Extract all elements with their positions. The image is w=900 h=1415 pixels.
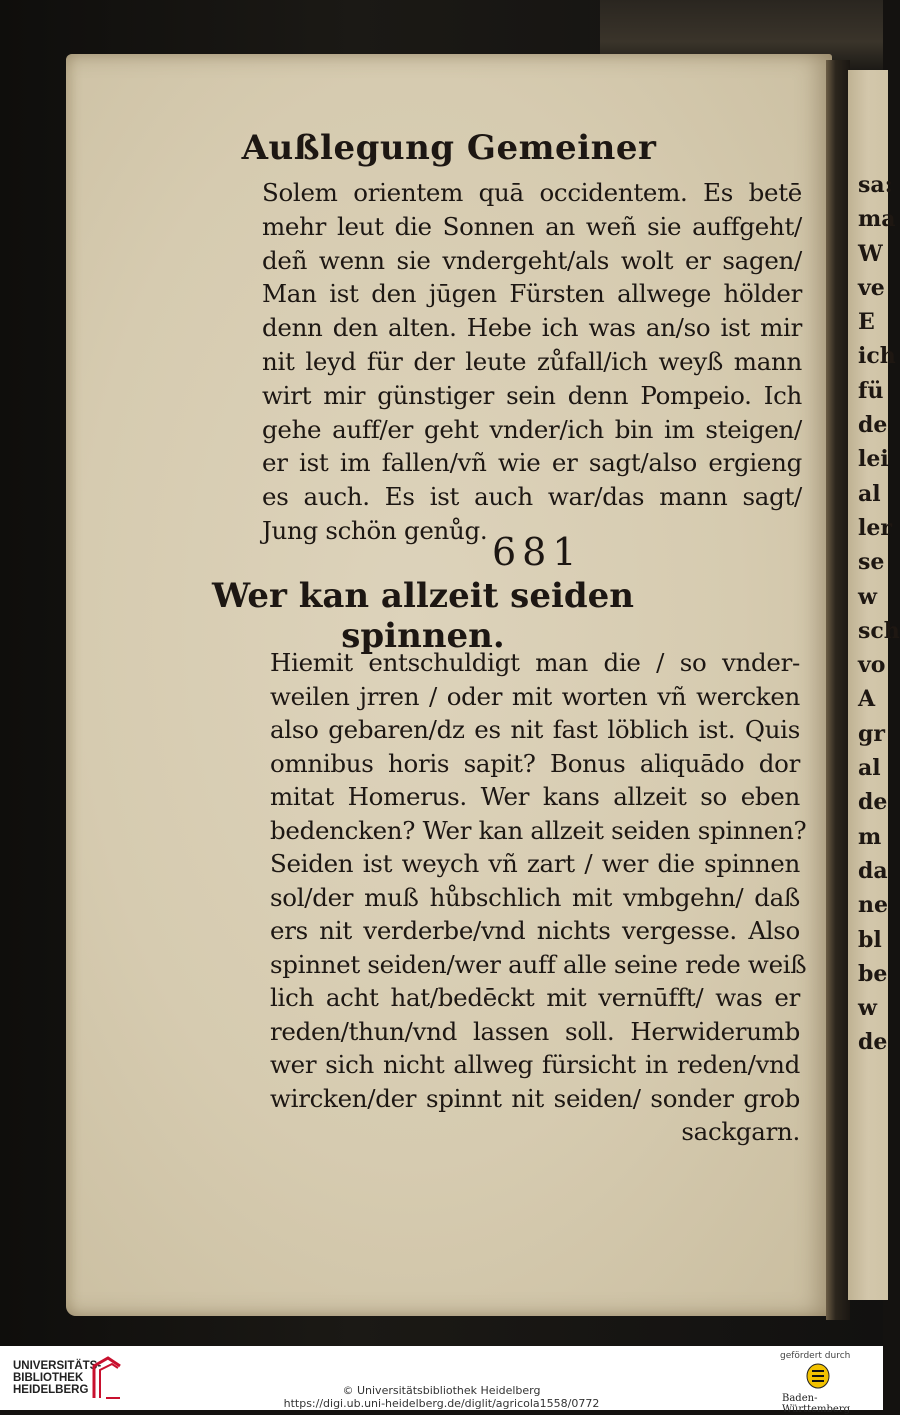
text-line: sol/der muß hůbschlich mit vmbgehn/ daß: [270, 882, 800, 912]
facing-page-fragment: W: [858, 240, 883, 267]
viewer-footer: [0, 1346, 883, 1415]
text-line: sackgarn.: [681, 1117, 800, 1146]
text-line: Hiemit entschuldigt man die / so vnder-: [270, 648, 800, 677]
text-line: wirt mir günstiger sein denn Pompeio. Ich: [262, 380, 802, 410]
text-line: Solem orientem quā occidentem. Es betē: [262, 178, 802, 207]
facing-page-fragment: vo: [858, 652, 886, 679]
facing-page-fragment: E: [858, 309, 875, 336]
facing-page-fragment: ma: [858, 206, 896, 233]
facing-page-fragment: bl: [858, 926, 882, 953]
baden-wuerttemberg-crest-icon[interactable]: [806, 1363, 830, 1389]
facing-page-fragment: de: [858, 412, 888, 439]
copyright-notice: © Universitätsbibliothek Heidelberg: [342, 1384, 541, 1397]
facing-page-fragment: lei: [858, 446, 889, 473]
facing-page-fragment: gr: [858, 720, 885, 747]
section1-text: [262, 176, 802, 548]
text-line: gehe auff/er geht vnder/ich bin im steigen/: [262, 414, 802, 444]
text-line: ers nit verderbe/vnd nichts vergesse. Also: [270, 916, 800, 945]
permalink[interactable]: https://digi.ub.uni-heidelberg.de/diglit/agricola1558/0772: [283, 1397, 600, 1410]
facing-page-fragment: ve: [858, 274, 885, 301]
running-head: Außlegung Gemeiner: [241, 128, 657, 168]
text-line: er ist im fallen/vñ wie er sagt/also ergieng: [262, 448, 802, 478]
text-line: reden/thun/vnd lassen soll. Herwiderumb: [270, 1016, 800, 1046]
facing-page-fragments: [848, 70, 900, 1060]
text-line: wer sich nicht allweg fürsicht in reden/vnd: [270, 1050, 800, 1079]
text-line: mehr leut die Sonnen an weñ sie auffgeht/: [262, 211, 802, 241]
funded-by-label: gefördert durch: [780, 1351, 851, 1361]
facing-page-fragment: al: [858, 480, 881, 507]
text-line: nit leyd für der leute zůfall/ich weyß mann: [262, 346, 802, 376]
proverb-title-line2: spinnen.: [341, 616, 505, 656]
facing-page-fragment: ich: [858, 343, 896, 370]
text-line: lich acht hat/bedēckt mit vernūfft/ was er: [270, 983, 800, 1012]
text-line: omnibus horis sapit? Bonus aliquādo dor: [270, 748, 800, 778]
facing-page-fragment: de: [858, 789, 888, 816]
library-name-line2: BIBLIOTHEK: [13, 1372, 84, 1384]
funder-name: Baden-Württemberg: [782, 1393, 851, 1415]
text-line: denn den alten. Hebe ich was an/so ist mir: [262, 313, 802, 343]
proverb-title-line1: Wer kan allzeit seiden: [211, 576, 634, 616]
facing-page-fragment: be: [858, 960, 888, 987]
text-line: weilen jrren / oder mit worten vñ wercken: [270, 681, 800, 711]
facing-page-edge: [848, 70, 900, 1300]
library-name-line1: UNIVERSITÄTS-: [13, 1360, 102, 1372]
facing-page-fragment: w: [858, 583, 877, 610]
facing-page-fragment: w: [858, 995, 877, 1022]
facing-page-fragment: A: [858, 686, 876, 713]
text-line: mitat Homerus. Wer kans allzeit so eben: [270, 782, 800, 811]
facing-page-fragment: al: [858, 755, 881, 782]
facing-page-fragment: m: [858, 823, 882, 850]
text-line: spinnet seiden/wer auff alle seine rede weiß: [270, 949, 807, 979]
library-name-line3: HEIDELBERG: [13, 1384, 89, 1396]
facing-page-fragment: ler: [858, 514, 892, 541]
text-line: bedencken? Wer kan allzeit seiden spinnen?: [270, 815, 807, 845]
text-line: also gebaren/dz es nit fast löblich ist. Quis: [270, 715, 800, 744]
book-gutter: [826, 60, 850, 1320]
text-line: Man ist den jūgen Fürsten allwege hölder: [262, 279, 802, 309]
facing-page-fragment: se: [858, 549, 885, 576]
section2-text: [270, 646, 807, 1149]
facing-page-fragment: fü: [858, 377, 884, 404]
text-line: wircken/der spinnt nit seiden/ sonder grob: [270, 1083, 800, 1113]
facing-page-fragment: sch: [858, 617, 900, 644]
text-line: deñ wenn sie vndergeht/als wolt er sagen/: [262, 245, 802, 275]
text-line: Jung schön genůg.: [262, 515, 488, 545]
facing-page-fragment: da: [858, 857, 888, 884]
text-line: Seiden ist weych vñ zart / wer die spinnen: [270, 849, 800, 878]
text-line: es auch. Es ist auch war/das mann sagt/: [262, 482, 802, 512]
proverb-number: 681: [492, 530, 583, 574]
facing-page-fragment: ne: [858, 892, 888, 919]
facing-page-fragment: sa:: [858, 172, 893, 198]
facing-page-fragment: de: [858, 1029, 888, 1056]
